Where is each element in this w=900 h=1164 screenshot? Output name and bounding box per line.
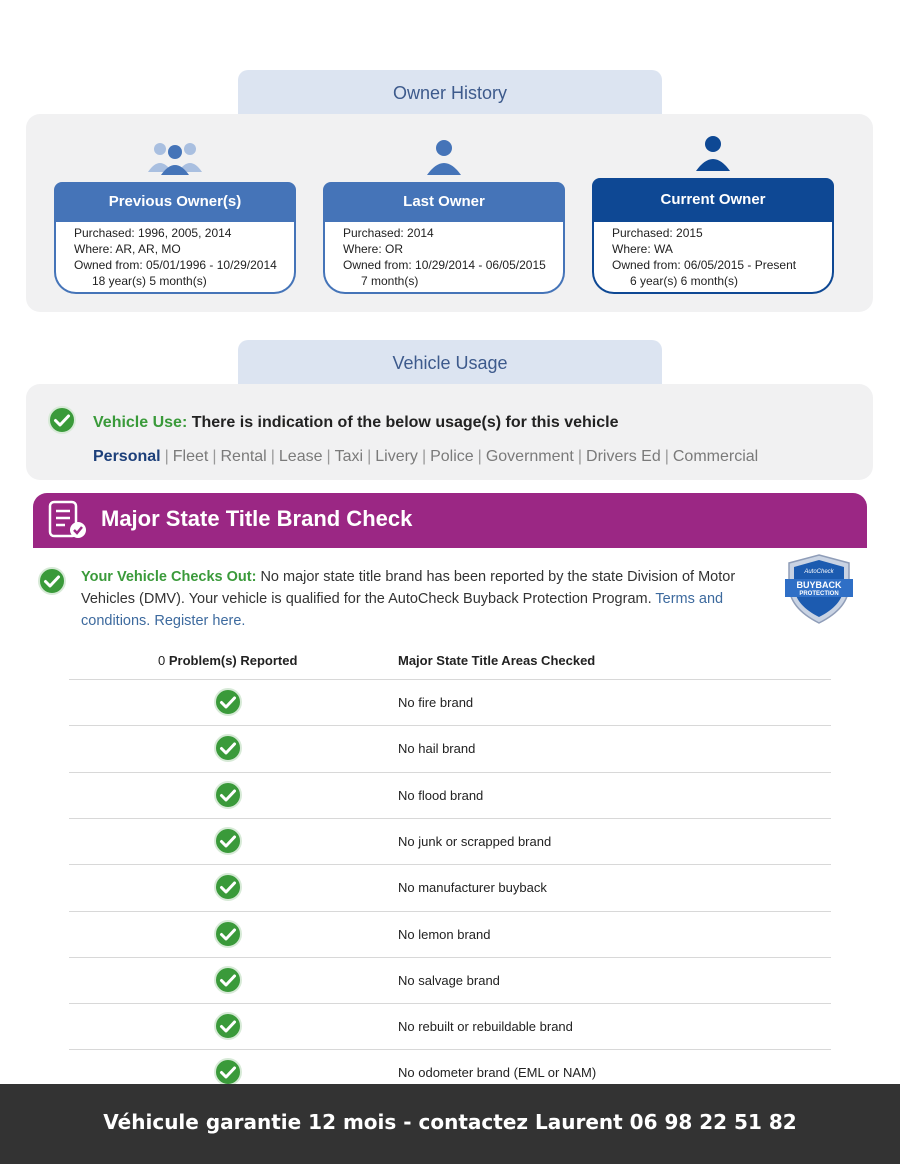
owned-from-text: Owned from: 06/05/2015 - Present [612,258,797,272]
area-label: No manufacturer buyback [398,880,547,896]
usage-list [93,448,758,466]
area-label: No salvage brand [398,972,500,988]
usage-separator: | [367,448,372,465]
table-row [69,911,831,957]
owner-title: Last Owner [323,182,565,222]
usage-separator: | [212,448,217,465]
owner-title: Previous Owner(s) [54,182,296,222]
check-icon [214,734,242,762]
purchased-text: Purchased: 2015 [612,226,703,240]
person-icon [592,134,834,174]
owner-details [323,222,565,294]
owned-from-text: Owned from: 10/29/2014 - 06/05/2015 [343,258,546,272]
brand-check-title: Major State Title Brand Check [101,506,413,531]
usage-separator: | [664,448,669,465]
table-row [69,864,831,910]
usage-item: Commercial [672,448,759,465]
where-text: Where: AR, AR, MO [74,242,181,256]
usage-item: Drivers Ed [586,448,661,465]
person-icon [323,138,565,178]
owner-details [54,222,296,294]
usage-item: Government [485,448,574,465]
owned-from-text: Owned from: 05/01/1996 - 10/29/2014 [74,258,277,272]
owner-history-tab: Owner History [238,70,662,114]
check-icon [214,781,242,809]
badge-brand: AutoCheck [804,569,834,575]
check-icon [48,406,76,434]
table-row [69,679,831,725]
check-icon [38,567,66,595]
purchased-text: Purchased: 2014 [343,226,434,240]
table-row [69,818,831,864]
document-check-icon [46,499,88,541]
vehicle-use-line [93,414,618,432]
duration-text: 18 year(s) 5 month(s) [92,274,207,288]
badge-line1: BUYBACK [796,580,842,590]
usage-separator: | [421,448,427,465]
check-icon [214,966,242,994]
vehicle-use-text: There is indication of the below usage(s) for this vehicle [191,414,619,431]
problems-label: Problem(s) Reported [168,653,298,668]
usage-item: Livery [375,448,418,465]
area-label: No flood brand [398,787,484,803]
table-row [69,957,831,1003]
usage-item: Personal [93,448,161,465]
usage-item: Taxi [334,448,364,465]
usage-separator: | [270,448,275,465]
duration-text: 6 year(s) 6 month(s) [630,274,739,288]
checks-out-message [81,566,751,632]
usage-item: Fleet [172,448,209,465]
check-icon [214,1058,242,1086]
check-icon [214,1012,242,1040]
area-label: No odometer brand (EML or NAM) [398,1065,597,1081]
check-icon [214,827,242,855]
vehicle-use-label: Vehicle Use: [93,414,188,431]
terms-link[interactable]: Terms and conditions. [81,591,724,629]
areas-checked-header: Major State Title Areas Checked [398,653,596,668]
checks-out-text: No major state title brand has been reported by the state Division of Motor Vehicles (DMV). Your vehicle is qualified for the AutoCheck Buyback Protection Program. [81,569,736,607]
area-label: No hail brand [398,741,476,757]
usage-separator: | [164,448,169,465]
usage-separator: | [477,448,482,465]
area-label: No rebuilt or rebuildable brand [398,1019,573,1035]
badge-line2: PROTECTION [799,591,839,597]
duration-text: 7 month(s) [361,274,419,288]
group-icon [54,138,296,178]
usage-separator: | [577,448,583,465]
table-row [69,725,831,771]
area-label: No lemon brand [398,926,491,942]
table-row [69,1003,831,1049]
vehicle-usage-tab: Vehicle Usage [238,340,662,384]
checks-out-lead: Your Vehicle Checks Out: [81,569,257,585]
brand-check-header [33,493,867,548]
check-icon [214,688,242,716]
area-label: No fire brand [398,695,474,710]
buyback-protection-badge-icon [783,553,855,625]
check-icon [214,920,242,948]
usage-separator: | [326,448,331,465]
owner-title: Current Owner [592,178,834,222]
owner-details [592,222,834,294]
area-label: No junk or scrapped brand [398,833,552,849]
check-icon [214,873,242,901]
usage-item: Police [430,448,474,465]
problems-reported-header [158,653,297,668]
usage-item: Lease [278,448,323,465]
footer-banner: Véhicule garantie 12 mois - contactez Laurent 06 98 22 51 82 [0,1084,900,1164]
register-link[interactable]: Register here. [154,613,246,629]
table-row [69,772,831,818]
problems-count: 0 [158,653,166,668]
where-text: Where: OR [343,242,404,256]
where-text: Where: WA [612,242,673,256]
purchased-text: Purchased: 1996, 2005, 2014 [74,226,232,240]
usage-item: Rental [220,448,267,465]
